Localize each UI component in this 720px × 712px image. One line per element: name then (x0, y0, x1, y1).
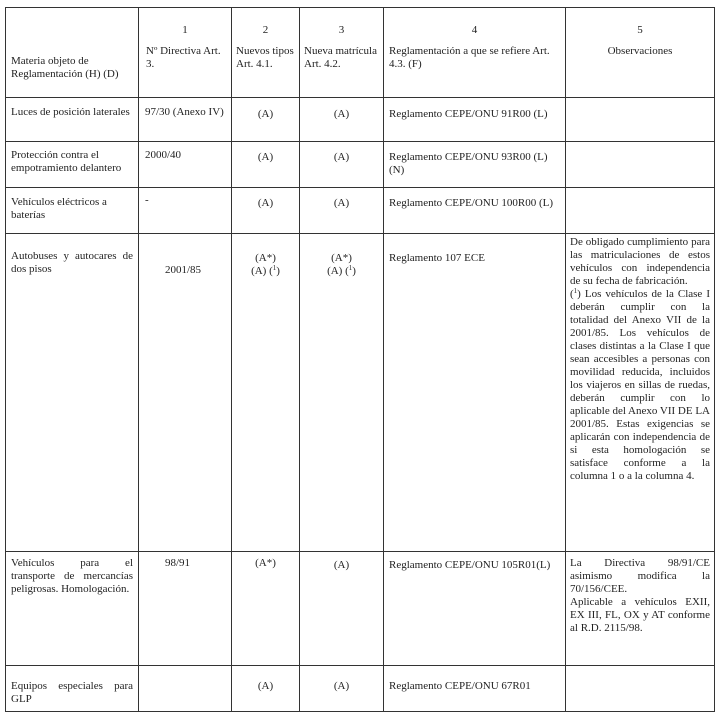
row-nueva-matricula: (A) (333, 197, 350, 209)
row-directiva (139, 666, 231, 680)
row-nuevos-tipos (232, 234, 299, 278)
header-materia (6, 8, 139, 98)
row-nueva-matricula: (A) (333, 559, 350, 571)
table-row (6, 188, 715, 234)
row-nueva-matricula (300, 234, 383, 278)
col-number-5: 5 (637, 24, 643, 36)
col-number-4: 4 (471, 24, 478, 36)
footnote-mark: 1 (573, 287, 578, 295)
observaciones-paragraph-2: Aplicable a vehículos EXII, EX III, FL, OX y AT conforme al R.D. 2115/98. (570, 596, 710, 634)
header-nueva-matricula (300, 8, 384, 98)
col-number-2: 2 (262, 24, 269, 36)
nuevos-tipos-line-2: (A) ($^1$) (251, 264, 280, 277)
row-nuevos-tipos: (A) (257, 197, 274, 209)
header-nueva-matricula-label: Nueva matrícula Art. 4.2. (304, 45, 377, 70)
row-directiva: 97/30 (Anexo IV) (145, 106, 224, 118)
table-row (6, 142, 715, 188)
row-materia: Luces de posición laterales (11, 106, 130, 118)
header-directiva-label: Nº Directiva Art. 3. (146, 45, 221, 70)
row-observaciones (566, 234, 714, 483)
row-materia: Vehículos para el transporte de mercancías peligrosas. Homologación. (11, 557, 133, 595)
row-directiva: 98/91 (165, 557, 191, 569)
row-reglamentacion: Reglamento CEPE/ONU 105R01(L) (389, 559, 551, 571)
header-reglamentacion-label: Reglamentación a que se refiere Art. 4.3. (F) (389, 45, 550, 70)
nuevos-tipos-line-1: (A*) (255, 252, 276, 264)
header-nuevos-tipos (232, 8, 300, 98)
row-materia: Vehículos eléctricos a baterías (11, 196, 107, 221)
row-reglamentacion: Reglamento 107 ECE (389, 252, 485, 264)
row-directiva: 2000/40 (145, 149, 182, 161)
observaciones-paragraph-1: De obligado cumplimiento para las matriculaciones de estos vehículos con independencia de su fecha de fabricación. (570, 236, 710, 287)
header-row (6, 8, 715, 98)
row-reglamentacion: Reglamento CEPE/ONU 93R00 (L) (N) (389, 151, 548, 176)
row-directiva: - (145, 194, 149, 206)
col-number-1: 1 (182, 24, 188, 36)
table-row (6, 666, 715, 712)
row-nuevos-tipos: (A*) (255, 557, 276, 569)
row-observaciones (566, 552, 714, 635)
row-materia: Autobuses y autocares de dos pisos (11, 250, 133, 275)
header-reglamentacion (384, 8, 566, 98)
header-observaciones-label: Observaciones (607, 45, 673, 57)
row-nueva-matricula: (A) (333, 108, 350, 120)
footnote-mark: 1 (348, 264, 353, 272)
regulation-table (5, 7, 715, 712)
row-reglamentacion: Reglamento CEPE/ONU 100R00 (L) (389, 197, 554, 209)
table-row (6, 234, 715, 552)
nueva-matricula-line-1: (A*) (331, 252, 352, 264)
row-materia: Equipos especiales para GLP (11, 680, 133, 705)
nueva-matricula-line-2: (A) ($^1$) (327, 264, 356, 277)
header-observaciones (566, 8, 715, 98)
observaciones-paragraph-1: La Directiva 98/91/CE asimismo modifica la 70/156/CEE. (570, 557, 710, 595)
table-row (6, 552, 715, 666)
row-materia: Protección contra el empotramiento delantero (11, 149, 122, 174)
row-nuevos-tipos: (A) (257, 108, 274, 120)
row-nuevos-tipos: (A) (257, 680, 274, 692)
col-number-3: 3 (338, 24, 345, 36)
row-reglamentacion: Reglamento CEPE/ONU 91R00 (L) (389, 108, 548, 120)
header-nuevos-tipos-label: Nuevos tipos Art. 4.1. (236, 45, 294, 70)
row-nueva-matricula: (A) (333, 680, 350, 692)
row-directiva: 2001/85 (165, 264, 202, 276)
row-nuevos-tipos: (A) (257, 151, 274, 163)
row-nueva-matricula: (A) (333, 151, 350, 163)
footnote-mark: 1 (272, 264, 277, 272)
row-reglamentacion: Reglamento CEPE/ONU 67R01 (389, 680, 531, 692)
table-row (6, 98, 715, 142)
header-materia-label: Materia objeto de Reglamentación (H) (D) (11, 55, 119, 80)
header-directiva (139, 8, 232, 98)
observaciones-paragraph-2: ($^1$) Los vehículos de la Clase I deberán cumplir con la totalidad del Anexo VII de la 2001/85. Los vehículos de clases distintas a la Clase I que sean accesibles a personas con movilidad reducida, incluidos los viajeros en sillas de ruedas, deberán cumplir con lo aplicable del Anexo VII DE LA 2001/85. Estas exigencias se aplicarán con independencia de si esta homologación se satisface conforme a la columna 1 o a la columna 4. (570, 287, 711, 482)
